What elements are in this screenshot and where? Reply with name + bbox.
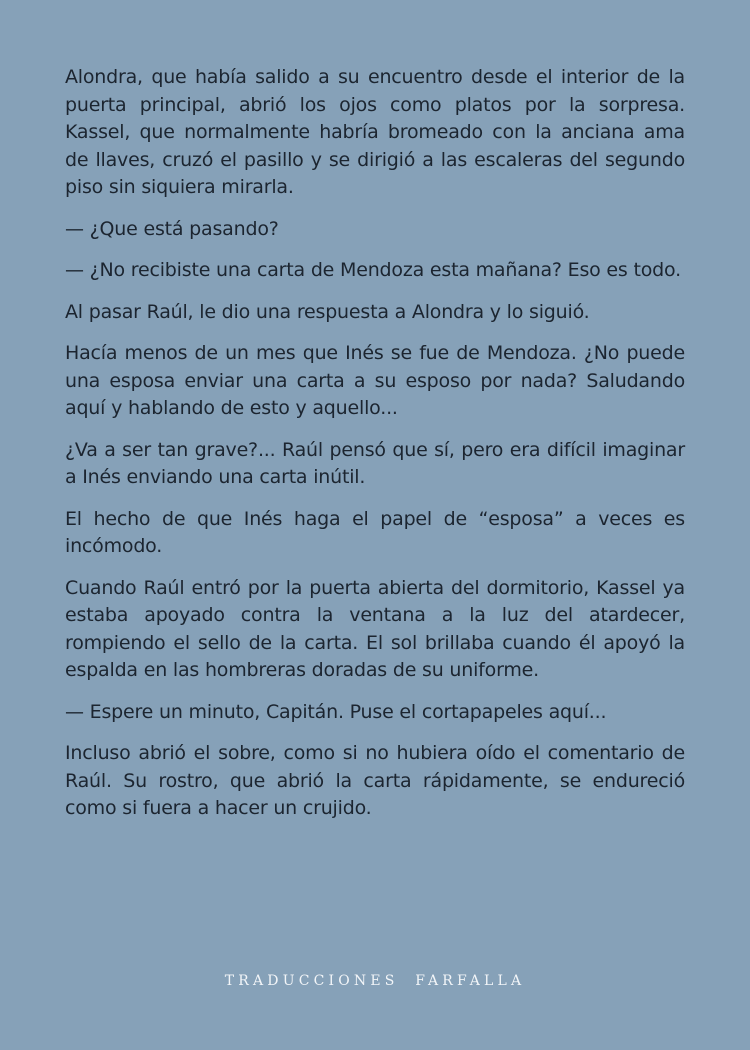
paragraph: — ¿Que está pasando?: [65, 217, 279, 240]
story-text: [65, 64, 685, 837]
paragraph: El hecho de que Inés haga el papel de “esposa” a veces es incómodo.: [65, 507, 685, 557]
paragraph: — Espere un minuto, Capitán. Puse el cortapapeles aquí...: [65, 700, 607, 723]
paragraph: — ¿No recibiste una carta de Mendoza esta mañana? Eso es todo.: [65, 259, 681, 281]
paragraph: Hacía menos de un mes que Inés se fue de Mendoza. ¿No puede una esposa enviar una carta a su esposo por nada? Saludando aquí y hablando de esto y aquello...: [65, 342, 685, 419]
paragraph: Cuando Raúl entró por la puerta abierta del dormitorio, Kassel ya estaba apoyado contra la ventana a la luz del atardecer, rompiendo el sello de la carta. El sol brillaba cuando él apoyó la espalda en las hombreras doradas de su uniforme.: [65, 576, 685, 681]
paragraph: Incluso abrió el sobre, como si no hubiera oído el comentario de Raúl. Su rostro, que abrió la carta rápidamente, se endureció como si fuera a hacer un crujido.: [65, 742, 685, 819]
translator-credit: TRADUCCIONES FARFALLA: [224, 973, 526, 989]
paragraph: ¿Va a ser tan grave?... Raúl pensó que sí, pero era difícil imaginar a Inés enviando una carta inútil.: [65, 438, 685, 488]
paragraph: Alondra, que había salido a su encuentro desde el interior de la puerta principal, abrió los ojos como platos por la sorpresa. Kassel, que normalmente habría bromeado con la anciana ama de llaves, cruzó el pasillo y se dirigió a las escaleras del segundo piso sin siquiera mirarla.: [65, 66, 685, 198]
paragraph: Al pasar Raúl, le dio una respuesta a Alondra y lo siguió.: [65, 300, 590, 323]
